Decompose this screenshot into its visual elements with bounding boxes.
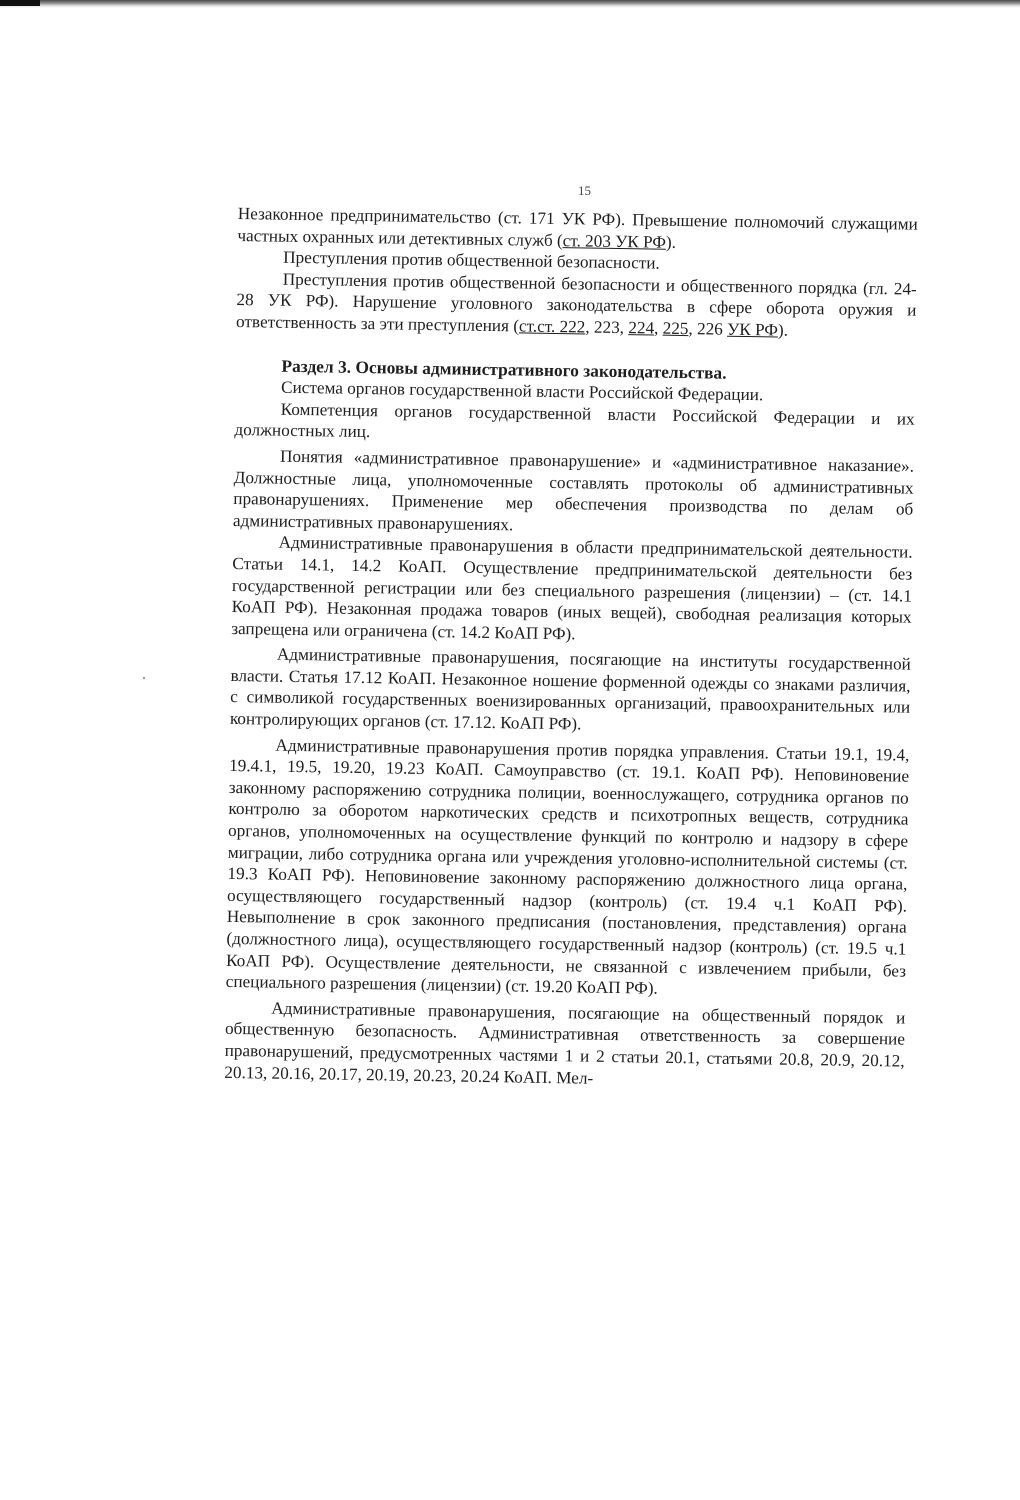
scan-speck — [143, 677, 145, 679]
law-reference-link: 224 — [628, 318, 655, 338]
paragraph-public-safety-crimes: Преступления против общественной безопасности и общественного порядка (гл. 24-28 УК РФ). Нарушение уголовного законодательства в сфере оборота оружия и ответственность за эти преступления (ст.ст. 222, 223, 224, 225, 226 УК РФ). — [235, 269, 917, 340]
paragraph-governance-offenses: Административные правонарушения против порядка управления. Статьи 19.1, 19.4, 19.4.1, 19.5, 19.20, 19.23 КоАП. Самоуправство (ст. 19.1. КоАП РФ). Неповиновение законному распоряжению сотрудника полиции, военнослужащего, сотрудника органов по контролю за оборотом наркотических средств и психотропных веществ, сотрудника органов, уполномоченных на осуществление функций по контролю и надзору в сфере миграции, либо сотрудника органа или учреждения уголовно-исполнительной системы (ст. 19.3 КоАП РФ). Неповиновение законному распоряжению должностного лица органа, осуществляющего государственный надзор (контроль) (ст. 19.4 ч.1 КоАП РФ). Невыполнение в срок законного предписания (постановления, представления) органа (должностного лица), осуществляющего государственный надзор (контроль) (ст. 19.5 ч.1 КоАП РФ). Осуществление деятельности, не связанной с извлечением прибыли, без специального разрешения (лицензии) (ст. 19.20 КоАП РФ). — [225, 735, 910, 998]
paragraph-public-safety-heading: Преступления против общественной безопасности. — [283, 247, 660, 273]
paragraph-competence: Компетенция органов государственной власти Российской Федерации и их должностных лиц. — [234, 399, 915, 442]
scan-corner-shadow — [0, 0, 40, 6]
law-reference-link: УК РФ — [727, 319, 779, 340]
paragraph-concepts: Понятия «административное правонарушение» и «административное наказание». Должностные лица, уполномоченные составлять протоколы об административных правонарушениях. Применение мер обеспечения производства по делам об административных правонарушениях. — [232, 446, 915, 535]
paragraph-illegal-business: Незаконное предпринимательство (ст. 171 УК РФ). Превышение полномочий служащими частных охранных или детективных служб (ст. 203 УК РФ). — [237, 203, 918, 252]
paragraph-public-order-offenses: Административные правонарушения, посягающие на общественный порядок и общественную безопасность. Административная ответственность за совершение правонарушений, предусмотренных частями 1 и 2 статьи 20.1, статьями 20.8, 20.9, 20.12, 20.13, 20.16, 20.17, 20.19, 20.23, 20.24 КоАП. Мел- — [224, 998, 906, 1088]
page-number: 15 — [578, 183, 591, 198]
law-reference-link: ст. 203 УК РФ — [562, 230, 667, 252]
page-body — [224, 203, 918, 1094]
section-title: Раздел 3. Основы административного законодательства. — [281, 355, 727, 383]
paragraph-state-bodies: Система органов государственной власти Российской Федерации. — [280, 377, 764, 405]
law-reference-link: ст.ст. 222 — [518, 316, 586, 337]
scan-top-edge — [0, 0, 1020, 8]
paragraph-state-power-offenses: Административные правонарушения, посягающие на институты государственной власти. Статья 17.12 КоАП. Незаконное ношение форменной одежды со знаками различия, с символикой государственных военизированных организаций, правоохранительных или контролирующих органов (ст. 17.12. КоАП РФ). — [229, 644, 911, 734]
paragraph-business-offenses: Административные правонарушения в области предпринимательской деятельности. Статьи 14.1, 14.2 КоАП. Осуществление предпринимательской деятельности без государственной регистрации или без специального разрешения (лицензии) – (ст. 14.1 КоАП РФ). Незаконная продажа товаров (иных вещей), свободная реализация которых запрещена или ограничена (ст. 14.2 КоАП РФ). — [231, 532, 913, 644]
law-reference-link: 225 — [662, 318, 689, 339]
